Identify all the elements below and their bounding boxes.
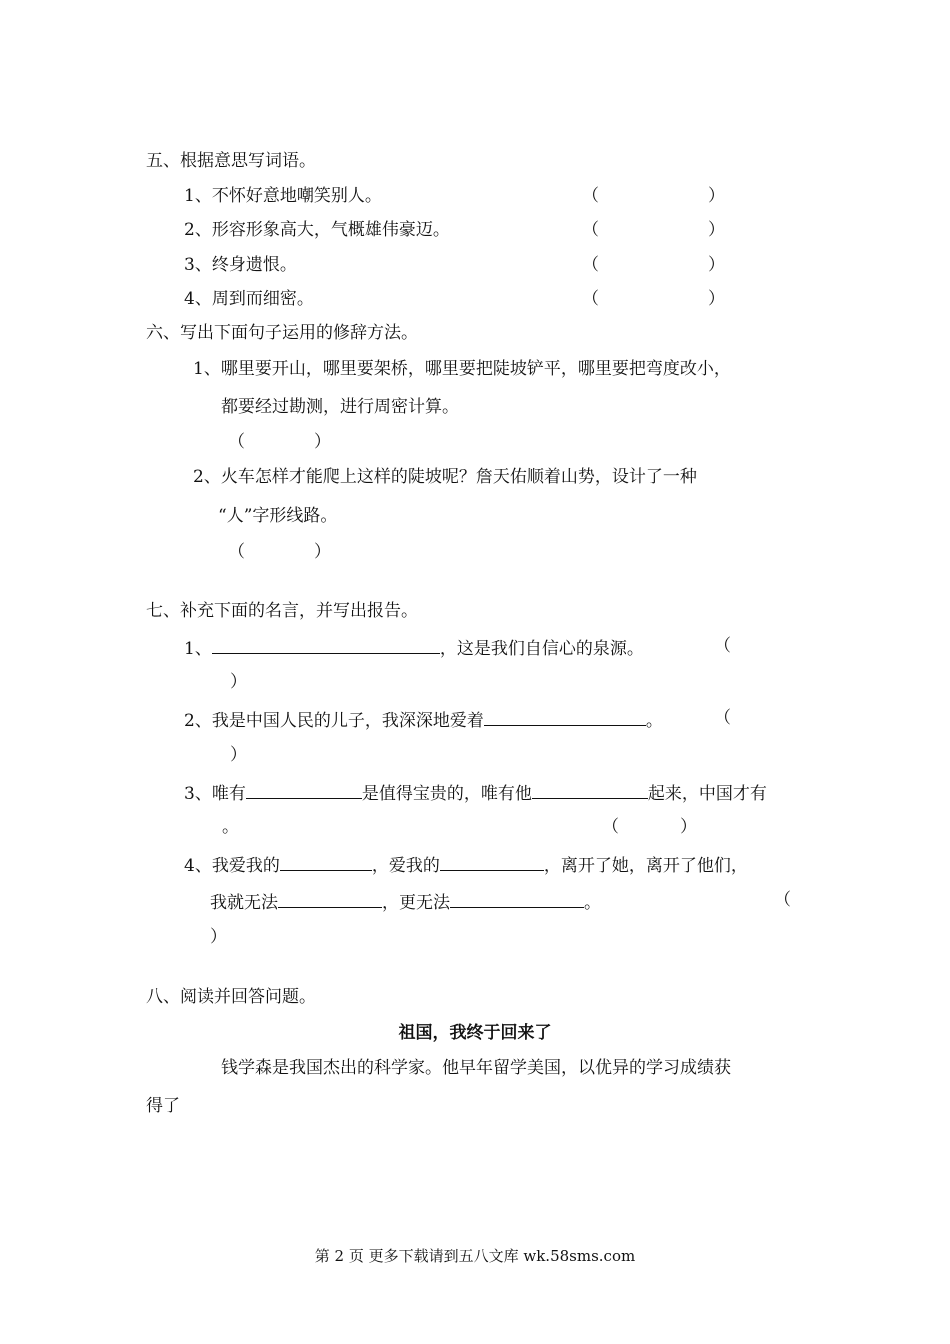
s7-q4-lparen: （ [774, 890, 791, 910]
s6-q2-lparen: （ [228, 542, 245, 562]
s7-q3-end: 。 [222, 817, 239, 837]
section-8-heading: 八、阅读并回答问题。 [146, 987, 316, 1007]
s7-q3-rparen: ） [680, 817, 697, 837]
page-footer: 第 2 页 更多下载请到五八文库 wk.58sms.com [314, 1247, 636, 1265]
s6-q1-lparen: （ [228, 432, 245, 452]
s7-q2 [184, 707, 663, 732]
s6-q1-line1: 1、哪里要开山，哪里要架桥，哪里要把陡坡铲平，哪里要把弯度改小， [193, 359, 731, 379]
s7-q4-c: ，离开了她，离开了他们， [543, 856, 748, 876]
s7-q2-suffix: 。 [645, 711, 663, 731]
s6-q2-line2: “人”字形线路。 [218, 506, 338, 526]
s7-q4-e: ，更无法 [382, 893, 450, 913]
s5-item-3-rparen: ） [708, 255, 725, 275]
s7-q2-blank[interactable] [484, 707, 646, 726]
s7-q3-b: 是值得宝贵的，唯有他 [361, 784, 532, 804]
s7-q4-line2 [210, 889, 601, 914]
s7-q4-line1 [184, 852, 748, 877]
s5-item-2-lparen: （ [582, 220, 599, 240]
s5-item-3: 3、终身遗恨。 [184, 255, 297, 275]
s7-q4-rparen: ） [210, 927, 227, 947]
s7-q4-blank-2[interactable] [440, 852, 544, 871]
s7-q2-lparen: （ [714, 708, 731, 728]
reading-title: 祖国，我终于回来了 [398, 1023, 552, 1043]
s7-q3-blank-1[interactable] [246, 780, 362, 799]
s5-item-2-rparen: ） [708, 220, 725, 240]
s7-q3 [184, 780, 767, 805]
s7-q1-rparen: ） [230, 672, 247, 692]
s7-q1-suffix: ，这是我们自信心的泉源。 [439, 639, 644, 659]
s7-q4-blank-3[interactable] [278, 889, 382, 908]
s7-q2-prefix: 2、我是中国人民的儿子，我深深地爱着 [184, 711, 484, 731]
s7-q4-a: 4、我爱我的 [184, 856, 280, 876]
s7-q2-rparen: ） [230, 745, 247, 765]
s7-q1 [184, 635, 644, 660]
s7-q3-blank-2[interactable] [532, 780, 648, 799]
s5-item-1: 1、不怀好意地嘲笑别人。 [184, 186, 382, 206]
s5-item-4: 4、周到而细密。 [184, 289, 314, 309]
s6-q2-rparen: ） [314, 542, 331, 562]
s7-q1-blank[interactable] [212, 635, 440, 654]
s7-q1-prefix: 1、 [184, 639, 212, 659]
s6-q1-line2: 都要经过勘测，进行周密计算。 [221, 397, 459, 417]
s7-q4-blank-1[interactable] [280, 852, 372, 871]
section-6-heading: 六、写出下面句子运用的修辞方法。 [146, 323, 418, 343]
s6-q2-line1: 2、火车怎样才能爬上这样的陡坡呢？詹天佑顺着山势，设计了一种 [193, 467, 697, 487]
s5-item-4-lparen: （ [582, 289, 599, 309]
s7-q4-d: 我就无法 [210, 893, 278, 913]
section-5-heading: 五、根据意思写词语。 [146, 151, 316, 171]
s7-q1-lparen: （ [714, 636, 731, 656]
s6-q1-rparen: ） [314, 432, 331, 452]
s7-q3-a: 3、唯有 [184, 784, 246, 804]
s7-q3-lparen: （ [602, 817, 619, 837]
s7-q3-c: 起来，中国才有 [647, 784, 767, 804]
s5-item-3-lparen: （ [582, 255, 599, 275]
s5-item-1-lparen: （ [582, 186, 599, 206]
reading-paragraph-line1: 钱学森是我国杰出的科学家。他早年留学美国，以优异的学习成绩获 [221, 1058, 731, 1078]
s5-item-1-rparen: ） [708, 186, 725, 206]
s7-q4-b: ，爱我的 [371, 856, 440, 876]
s7-q4-blank-4[interactable] [450, 889, 584, 908]
reading-paragraph-line2: 得了 [146, 1096, 180, 1116]
s5-item-2: 2、形容形象高大，气概雄伟豪迈。 [184, 220, 450, 240]
s5-item-4-rparen: ） [708, 289, 725, 309]
s7-q4-f: 。 [584, 893, 601, 913]
section-7-heading: 七、补充下面的名言，并写出报告。 [146, 601, 418, 621]
